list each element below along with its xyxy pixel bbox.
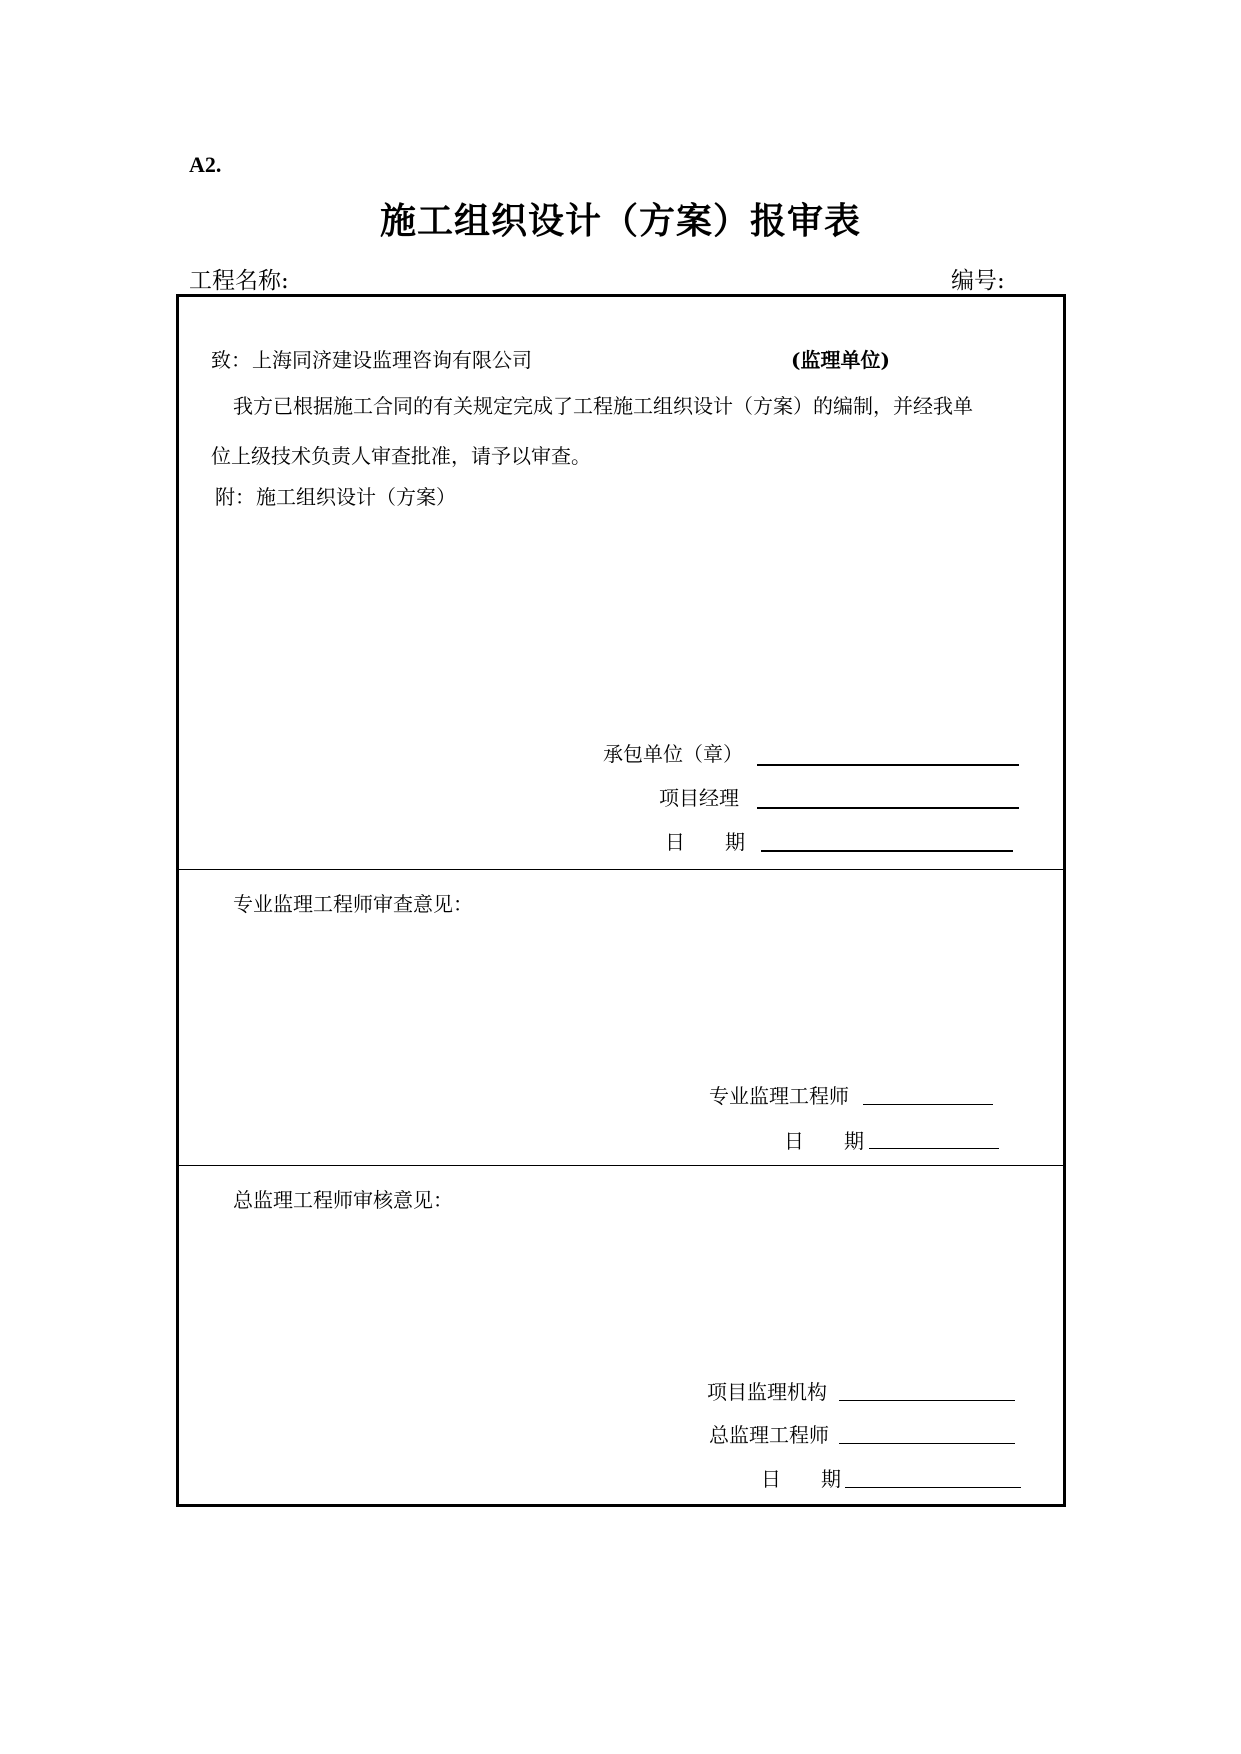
submission-date-label: 日 期 (665, 830, 745, 854)
attachment-label: 附： (215, 485, 255, 509)
to-prefix: 致： (211, 348, 251, 372)
chief-engineer-line (839, 1443, 1015, 1444)
section-divider-2 (179, 1165, 1063, 1166)
recipient-name: 上海同济建设监理咨询有限公司 (252, 348, 532, 372)
contractor-seal-line (757, 764, 1019, 766)
supervision-org-label: 项目监理机构 (707, 1380, 827, 1404)
specialist-review-heading: 专业监理工程师审查意见： (233, 892, 473, 916)
supervision-org-line (839, 1400, 1015, 1401)
chief-engineer-label: 总监理工程师 (709, 1423, 829, 1447)
chief-date-line (845, 1487, 1021, 1488)
project-manager-line (757, 807, 1019, 809)
serial-number-label: 编号: (951, 268, 1005, 294)
project-name-label: 工程名称: (189, 268, 289, 294)
chief-review-heading: 总监理工程师审核意见： (233, 1188, 453, 1212)
submission-body-line1: 我方已根据施工合同的有关规定完成了工程施工组织设计（方案）的编制，并经我单 (233, 394, 973, 418)
chief-date-label: 日 期 (761, 1467, 841, 1491)
section-divider-1 (179, 869, 1063, 870)
specialist-date-line (869, 1148, 999, 1149)
submission-body-line2: 位上级技术负责人审查批准，请予以审查。 (211, 444, 591, 468)
recipient-role: (监理单位) (791, 348, 890, 372)
form-code: A2. (189, 152, 222, 177)
specialist-engineer-label: 专业监理工程师 (709, 1084, 849, 1108)
submission-date-line (761, 850, 1013, 852)
specialist-engineer-line (863, 1104, 993, 1105)
project-manager-label: 项目经理 (659, 786, 739, 810)
form-title: 施工组织设计（方案）报审表 (379, 200, 861, 242)
review-form-table (176, 294, 1066, 1507)
contractor-seal-label: 承包单位（章） (603, 742, 743, 766)
specialist-date-label: 日 期 (784, 1129, 864, 1153)
attachment-value: 施工组织设计（方案） (256, 485, 456, 509)
